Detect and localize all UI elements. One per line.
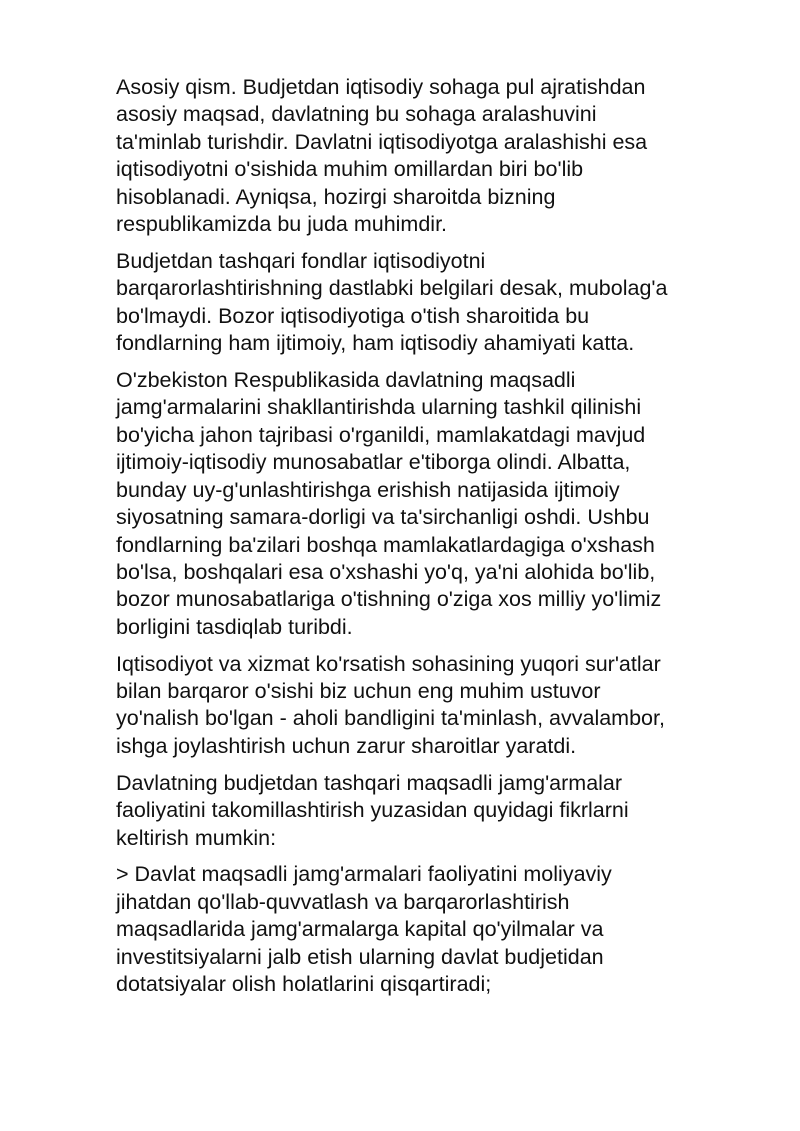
paragraph-4: Iqtisodiyot va xizmat ko'rsatish sohasining yuqori sur'atlar bilan barqaror o'sishi biz uchun eng muhim ustuvor yo'nalish bo'lgan - aholi bandligini ta'minlash, avvalambor, ishga joylashtirish uchun zarur sharoitlar yaratdi.	[116, 651, 665, 758]
paragraph-3: O'zbekiston Respublikasida davlatning maqsadli jamg'armalarini shakllantirishda ularning tashkil qilinishi bo'yicha jahon tajribasi o'rganildi, mamlakatdagi mavjud ijtimoiy-iqtisodiy munosabatlar e'tiborga olindi. Albatta, bunday uy-g'unlashtirishga erishish natijasida ijtimoiy siyosatning samara-dorligi va ta'sirchanligi oshdi. Ushbu fondlarning ba'zilari boshqa mamlakatlardagiga o'xshash bo'lsa, boshqalari esa o'xshashi yo'q, ya'ni alohida bo'lib, bozor munosabatlariga o'tishning o'ziga xos milliy yo'limiz borligini tasdiqlab turibdi.	[116, 368, 662, 639]
document-page	[116, 74, 756, 1008]
paragraph-5: Davlatning budjetdan tashqari maqsadli jamg'armalar faoliyatini takomillashtirish yuzasidan quyidagi fikrlarni keltirish mumkin:	[116, 770, 629, 850]
paragraph-2: Budjetdan tashqari fondlar iqtisodiyotni barqarorlashtirishning dastlabki belgilari desak, mubolag'a bo'lmaydi. Bozor iqtisodiyotiga o'tish sharoitida bu fondlarning ham ijtimoiy, ham iqtisodiy ahamiyati katta.	[116, 248, 668, 356]
paragraph-6: > Davlat maqsadli jamg'armalari faoliyatini moliyaviy jihatdan qo'llab-quvvatlash va barqarorlashtirish maqsadlarida jamg'armalarga kapital qo'yilmalar va investitsiyalarni jalb etish ularning davlat budjetidan dotatsiyalar olish holatlarini qisqartiradi;	[116, 862, 612, 997]
paragraph-1: Asosiy qism. Budjetdan iqtisodiy sohaga pul ajratishdan asosiy maqsad, davlatning bu sohaga aralashuvini ta'minlab turishdir. Davlatni iqtisodiyotga aralashishi esa iqtisodiyotni o'sishida muhim omillardan biri bo'lib hisoblanadi. Ayniqsa, hozirgi sharoitda bizning respublikamizda bu juda muhimdir.	[116, 75, 648, 237]
